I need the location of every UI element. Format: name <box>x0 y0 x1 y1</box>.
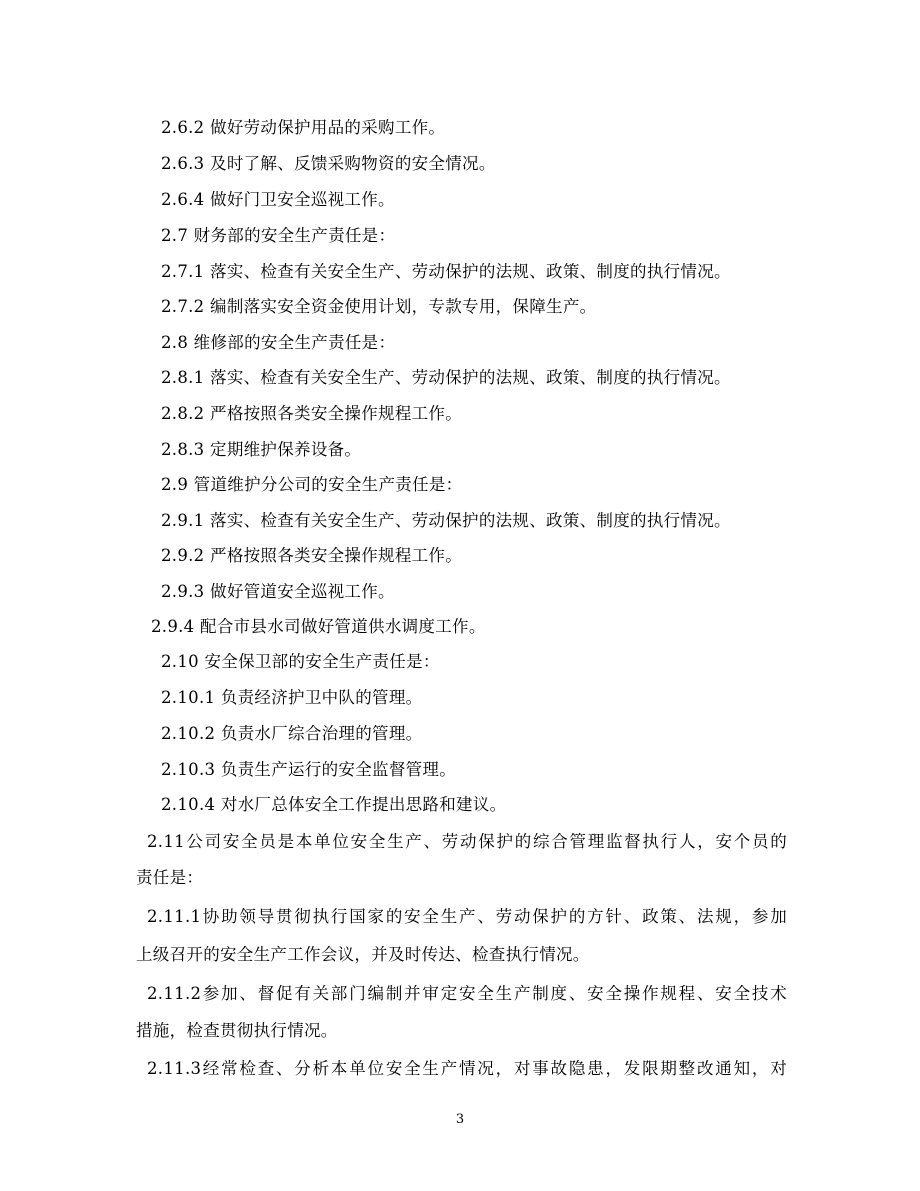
text-line-2-11: 2.11公司安全员是本单位安全生产、劳动保护的综合管理监督执行人，安个员的 <box>147 832 787 851</box>
text-line-2-6-4: 2.6.4 做好门卫安全巡视工作。 <box>161 190 395 209</box>
text-line-2-8-1: 2.8.1 落实、检查有关安全生产、劳动保护的法规、政策、制度的执行情况。 <box>161 368 731 387</box>
text-line-2-9-2: 2.9.2 严格按照各类安全操作规程工作。 <box>161 546 463 565</box>
page-number: 3 <box>455 1112 465 1127</box>
text-line-2-8-2: 2.8.2 严格按照各类安全操作规程工作。 <box>161 404 463 423</box>
text-line-2-7-2: 2.7.2 编制落实安全资金使用计划，专款专用，保障生产。 <box>161 297 597 316</box>
text-line-2-9-1: 2.9.1 落实、检查有关安全生产、劳动保护的法规、政策、制度的执行情况。 <box>161 511 731 530</box>
text-line-2-9: 2.9 管道维护分公司的安全生产责任是： <box>161 475 463 494</box>
text-line-2-6-3: 2.6.3 及时了解、反馈采购物资的安全情况。 <box>161 154 496 173</box>
text-line-2-10-4: 2.10.4 对水厂总体安全工作提出思路和建议。 <box>161 795 507 814</box>
text-line-2-11-1-cont: 上级召开的安全生产工作会议，并及时传达、检查执行情况。 <box>136 945 590 964</box>
text-line-2-10: 2.10 安全保卫部的安全生产责任是： <box>161 652 440 671</box>
text-line-2-10-2: 2.10.2 负责水厂综合治理的管理。 <box>161 724 423 743</box>
text-line-2-6-2: 2.6.2 做好劳动保护用品的采购工作。 <box>161 118 446 137</box>
text-line-2-7: 2.7 财务部的安全生产责任是： <box>161 226 396 245</box>
text-line-2-7-1: 2.7.1 落实、检查有关安全生产、劳动保护的法规、政策、制度的执行情况。 <box>161 262 731 281</box>
text-line-2-11-cont: 责任是： <box>136 868 204 887</box>
text-line-2-10-3: 2.10.3 负责生产运行的安全监督管理。 <box>161 760 457 779</box>
text-line-2-11-1: 2.11.1协助领导贯彻执行国家的安全生产、劳动保护的方针、政策、法规，参加 <box>147 907 787 926</box>
text-line-2-11-2-cont: 措施，检查贯彻执行情况。 <box>136 1021 338 1040</box>
text-line-2-10-1: 2.10.1 负责经济护卫中队的管理。 <box>161 688 423 707</box>
text-line-2-8-3: 2.8.3 定期维护保养设备。 <box>161 440 362 459</box>
text-line-2-9-3: 2.9.3 做好管道安全巡视工作。 <box>161 582 395 601</box>
text-line-2-11-3: 2.11.3经常检查、分析本单位安全生产情况，对事故隐患，发限期整改通知，对 <box>147 1059 787 1078</box>
text-line-2-9-4: 2.9.4 配合市县水司做好管道供水调度工作。 <box>151 617 486 636</box>
text-line-2-8: 2.8 维修部的安全生产责任是： <box>161 333 396 352</box>
text-line-2-11-2: 2.11.2参加、督促有关部门编制并审定安全生产制度、安全操作规程、安全技术 <box>147 984 787 1003</box>
